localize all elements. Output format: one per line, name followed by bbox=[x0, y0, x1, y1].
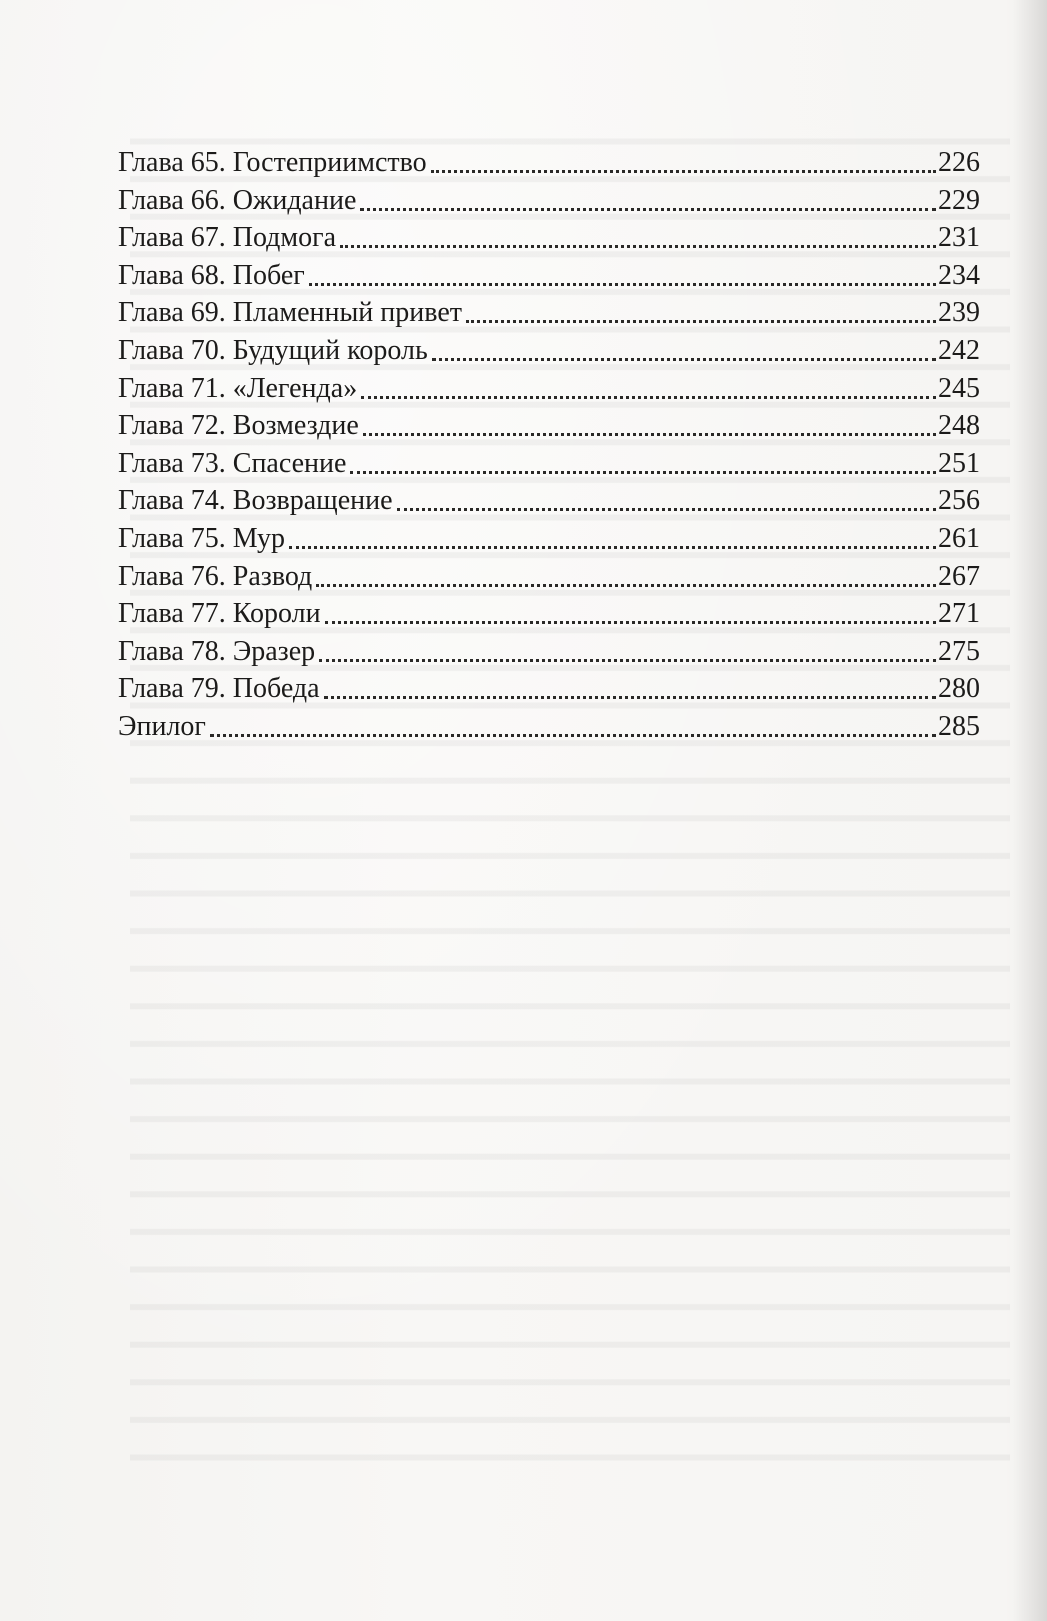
toc-dot-leader bbox=[316, 556, 936, 587]
toc-entry[interactable] bbox=[118, 591, 980, 629]
toc-entry[interactable] bbox=[118, 666, 980, 704]
toc-entry-title: Глава 66. Ожидание bbox=[118, 184, 357, 216]
toc-entry-page: 231 bbox=[938, 222, 980, 254]
toc-entry-page: 256 bbox=[938, 485, 980, 517]
toc-dot-leader bbox=[432, 330, 936, 361]
toc-dot-leader bbox=[466, 292, 936, 323]
toc-entry-page: 248 bbox=[938, 410, 980, 442]
toc-entry-page: 234 bbox=[938, 259, 980, 291]
toc-entry-page: 267 bbox=[938, 560, 980, 592]
toc-entry-title: Глава 79. Победа bbox=[118, 673, 320, 705]
toc-entry-title: Глава 76. Развод bbox=[118, 560, 313, 592]
toc-entry-page: 271 bbox=[938, 598, 980, 630]
toc-entry-title: Глава 65. Гостеприимство bbox=[118, 147, 427, 178]
toc-dot-leader bbox=[289, 518, 936, 549]
toc-entry[interactable] bbox=[118, 215, 980, 253]
toc-entry[interactable] bbox=[118, 403, 980, 441]
toc-dot-leader bbox=[319, 631, 936, 662]
toc-dot-leader bbox=[360, 180, 936, 211]
toc-entry[interactable] bbox=[118, 328, 980, 366]
toc-entry-page: 280 bbox=[938, 673, 980, 705]
toc-entry-title: Глава 68. Побег bbox=[118, 259, 305, 291]
toc-entry-title: Глава 74. Возвращение bbox=[118, 485, 393, 517]
toc-entry[interactable] bbox=[118, 366, 980, 404]
toc-entry-title: Глава 75. Мур bbox=[118, 522, 285, 554]
toc-entry[interactable] bbox=[118, 253, 980, 291]
toc-entry-page: 275 bbox=[938, 635, 980, 667]
toc-dot-leader bbox=[363, 405, 936, 436]
toc-entry-page: 251 bbox=[938, 447, 980, 479]
toc-entry-title: Глава 71. «Легенда» bbox=[118, 372, 358, 404]
toc-entry[interactable] bbox=[118, 441, 980, 479]
toc-entry[interactable] bbox=[118, 178, 980, 216]
toc-entry-page: 239 bbox=[938, 297, 980, 329]
toc-dot-leader bbox=[340, 217, 936, 248]
toc-dot-leader bbox=[309, 255, 936, 286]
toc-dot-leader bbox=[431, 142, 936, 173]
toc-entry-title: Глава 73. Спасение bbox=[118, 447, 347, 479]
toc-dot-leader bbox=[350, 443, 936, 474]
toc-entry[interactable] bbox=[118, 629, 980, 667]
toc-entry[interactable] bbox=[118, 140, 980, 178]
toc-entry[interactable] bbox=[118, 554, 980, 592]
toc-dot-leader bbox=[324, 668, 936, 699]
toc-entry[interactable] bbox=[118, 478, 980, 516]
toc-entry-epilogue[interactable] bbox=[118, 704, 980, 742]
toc-entry[interactable] bbox=[118, 290, 980, 328]
toc-entry-title: Эпилог bbox=[118, 710, 206, 742]
toc-entry-page: 229 bbox=[938, 184, 980, 216]
toc-entry-title: Глава 77. Короли bbox=[118, 598, 321, 630]
toc-entry[interactable] bbox=[118, 516, 980, 554]
toc-dot-leader bbox=[361, 368, 936, 399]
page-edge-shadow bbox=[1013, 0, 1047, 1621]
toc-entry-title: Глава 78. Эразер bbox=[118, 635, 316, 667]
toc-entry-page: 261 bbox=[938, 522, 980, 554]
toc-dot-leader bbox=[325, 593, 936, 624]
toc-entry-title: Глава 70. Будущий король bbox=[118, 334, 428, 366]
toc-dot-leader bbox=[210, 706, 936, 737]
toc-entry-title: Глава 69. Пламенный привет bbox=[118, 297, 462, 329]
toc-entry-page: 245 bbox=[938, 372, 980, 404]
toc-dot-leader bbox=[397, 480, 936, 511]
toc-entry-page: 226 bbox=[938, 147, 980, 178]
toc-entry-page: 285 bbox=[938, 710, 980, 742]
toc-entry-title: Глава 72. Возмездие bbox=[118, 410, 359, 442]
toc-entry-page: 242 bbox=[938, 334, 980, 366]
toc-entry-title: Глава 67. Подмога bbox=[118, 222, 337, 254]
table-of-contents bbox=[118, 140, 980, 742]
